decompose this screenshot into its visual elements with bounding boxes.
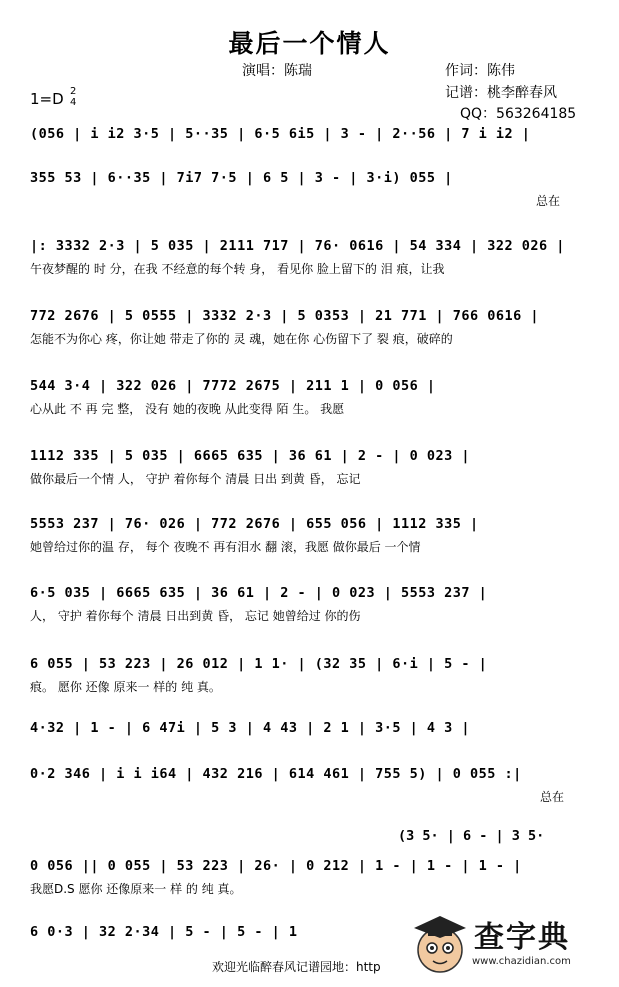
- lyricist-credit: 作词：陈伟: [445, 63, 515, 79]
- notation-line: 4·32 | 1 - | 6 47i | 5 3 | 4 43 | 2 1 | 3·5 | 4 3 |: [30, 720, 471, 736]
- notation-line: (056 | i i2 3·5 | 5··35 | 6·5 6i5 | 3 - | 2··56 | 7 i i2 |: [30, 126, 531, 142]
- score-row: [30, 858, 590, 898]
- footer-text: 欢迎光临醉春风记谱园地：http: [212, 960, 381, 974]
- lyric-line: [30, 148, 590, 166]
- lyric-line: [30, 742, 590, 760]
- notation-line: 6 0·3 | 32 2·34 | 5 - | 5 - | 1: [30, 924, 298, 940]
- score-row: [30, 656, 590, 696]
- watermark-url: www.chazidian.com: [472, 956, 571, 967]
- time-signature-bottom: 4: [70, 97, 77, 108]
- score-row: [30, 170, 590, 210]
- time-signature-top: 2: [70, 86, 77, 97]
- lyric-line: 怎能不为你心 疼，你让她 带走了你的 灵 魂，她在你 心伤留下了 裂 痕，破碎的: [30, 332, 453, 346]
- lyric-line: 总在: [540, 790, 565, 804]
- notation-line: 355 53 | 6··35 | 7i7 7·5 | 6 5 | 3 - | 3·i) 055 |: [30, 170, 453, 186]
- qq-credit: QQ：563264185: [460, 106, 577, 122]
- lyric-line: 她曾给过你的温 存， 每个 夜晚不 再有泪水 翻 滚，我愿 做你最后 一个情: [30, 540, 421, 554]
- transcriber-credit: 记谱：桃李醉春风: [445, 85, 557, 101]
- song-title: 最后一个情人: [228, 29, 391, 58]
- key-signature: 1=D: [30, 90, 64, 108]
- overlay-notation: (3 5· | 6 - | 3 5·: [398, 828, 545, 844]
- mascot-icon: [408, 908, 472, 978]
- score-row: [30, 516, 590, 556]
- notation-line: 0 056 || 0 055 | 53 223 | 26· | 0 212 | 1 - | 1 - | 1 - |: [30, 858, 522, 874]
- lyric-line: 午夜梦醒的 时 分，在我 不经意的每个转 身， 看见你 脸上留下的 泪 痕，让我: [30, 262, 445, 276]
- lyric-line: 痕。 愿你 还像 原来一 样的 纯 真。: [30, 680, 221, 694]
- lyric-line: 我愿D.S 愿你 还像原来一 样 的 纯 真。: [30, 882, 242, 896]
- lyric-line: 人， 守护 着你每个 清晨 日出到黄 昏， 忘记 她曾给过 你的伤: [30, 609, 361, 623]
- notation-line: 544 3·4 | 322 026 | 7772 2675 | 211 1 | 0 056 |: [30, 378, 436, 394]
- score-row: [30, 766, 590, 806]
- score-row: [30, 378, 590, 418]
- watermark: [408, 908, 604, 980]
- notation-line: 772 2676 | 5 0555 | 3332 2·3 | 5 0353 | 21 771 | 766 0616 |: [30, 308, 540, 324]
- notation-line: 0·2 346 | i i i64 | 432 216 | 614 461 | 755 5) | 0 055 :|: [30, 766, 522, 782]
- notation-line: 5553 237 | 76· 026 | 772 2676 | 655 056 | 1112 335 |: [30, 516, 479, 532]
- score-row: [30, 238, 590, 278]
- score-row: [30, 585, 590, 625]
- score-row: [30, 720, 590, 760]
- watermark-name: 查字典: [474, 920, 570, 955]
- time-signature: [70, 86, 76, 108]
- score-row: [30, 126, 590, 166]
- notation-line: 1112 335 | 5 035 | 6665 635 | 36 61 | 2 - | 0 023 |: [30, 448, 471, 464]
- notation-line: |: 3332 2·3 | 5 035 | 2111 717 | 76· 0616 | 54 334 | 322 026 |: [30, 238, 565, 254]
- score-row: [30, 308, 590, 348]
- lyric-line: 总在: [536, 194, 561, 208]
- lyric-line: 做你最后一个情 人， 守护 着你每个 清晨 日出 到黄 昏， 忘记: [30, 472, 361, 486]
- notation-line: 6·5 035 | 6665 635 | 36 61 | 2 - | 0 023 | 5553 237 |: [30, 585, 488, 601]
- lyric-line: 心从此 不 再 完 整， 没有 她的夜晚 从此变得 陌 生。 我愿: [30, 402, 345, 416]
- score-row: [30, 448, 590, 488]
- notation-line: 6 055 | 53 223 | 26 012 | 1 1· | (32 35 | 6·i | 5 - |: [30, 656, 488, 672]
- singer-credit: 演唱：陈瑞: [242, 63, 312, 79]
